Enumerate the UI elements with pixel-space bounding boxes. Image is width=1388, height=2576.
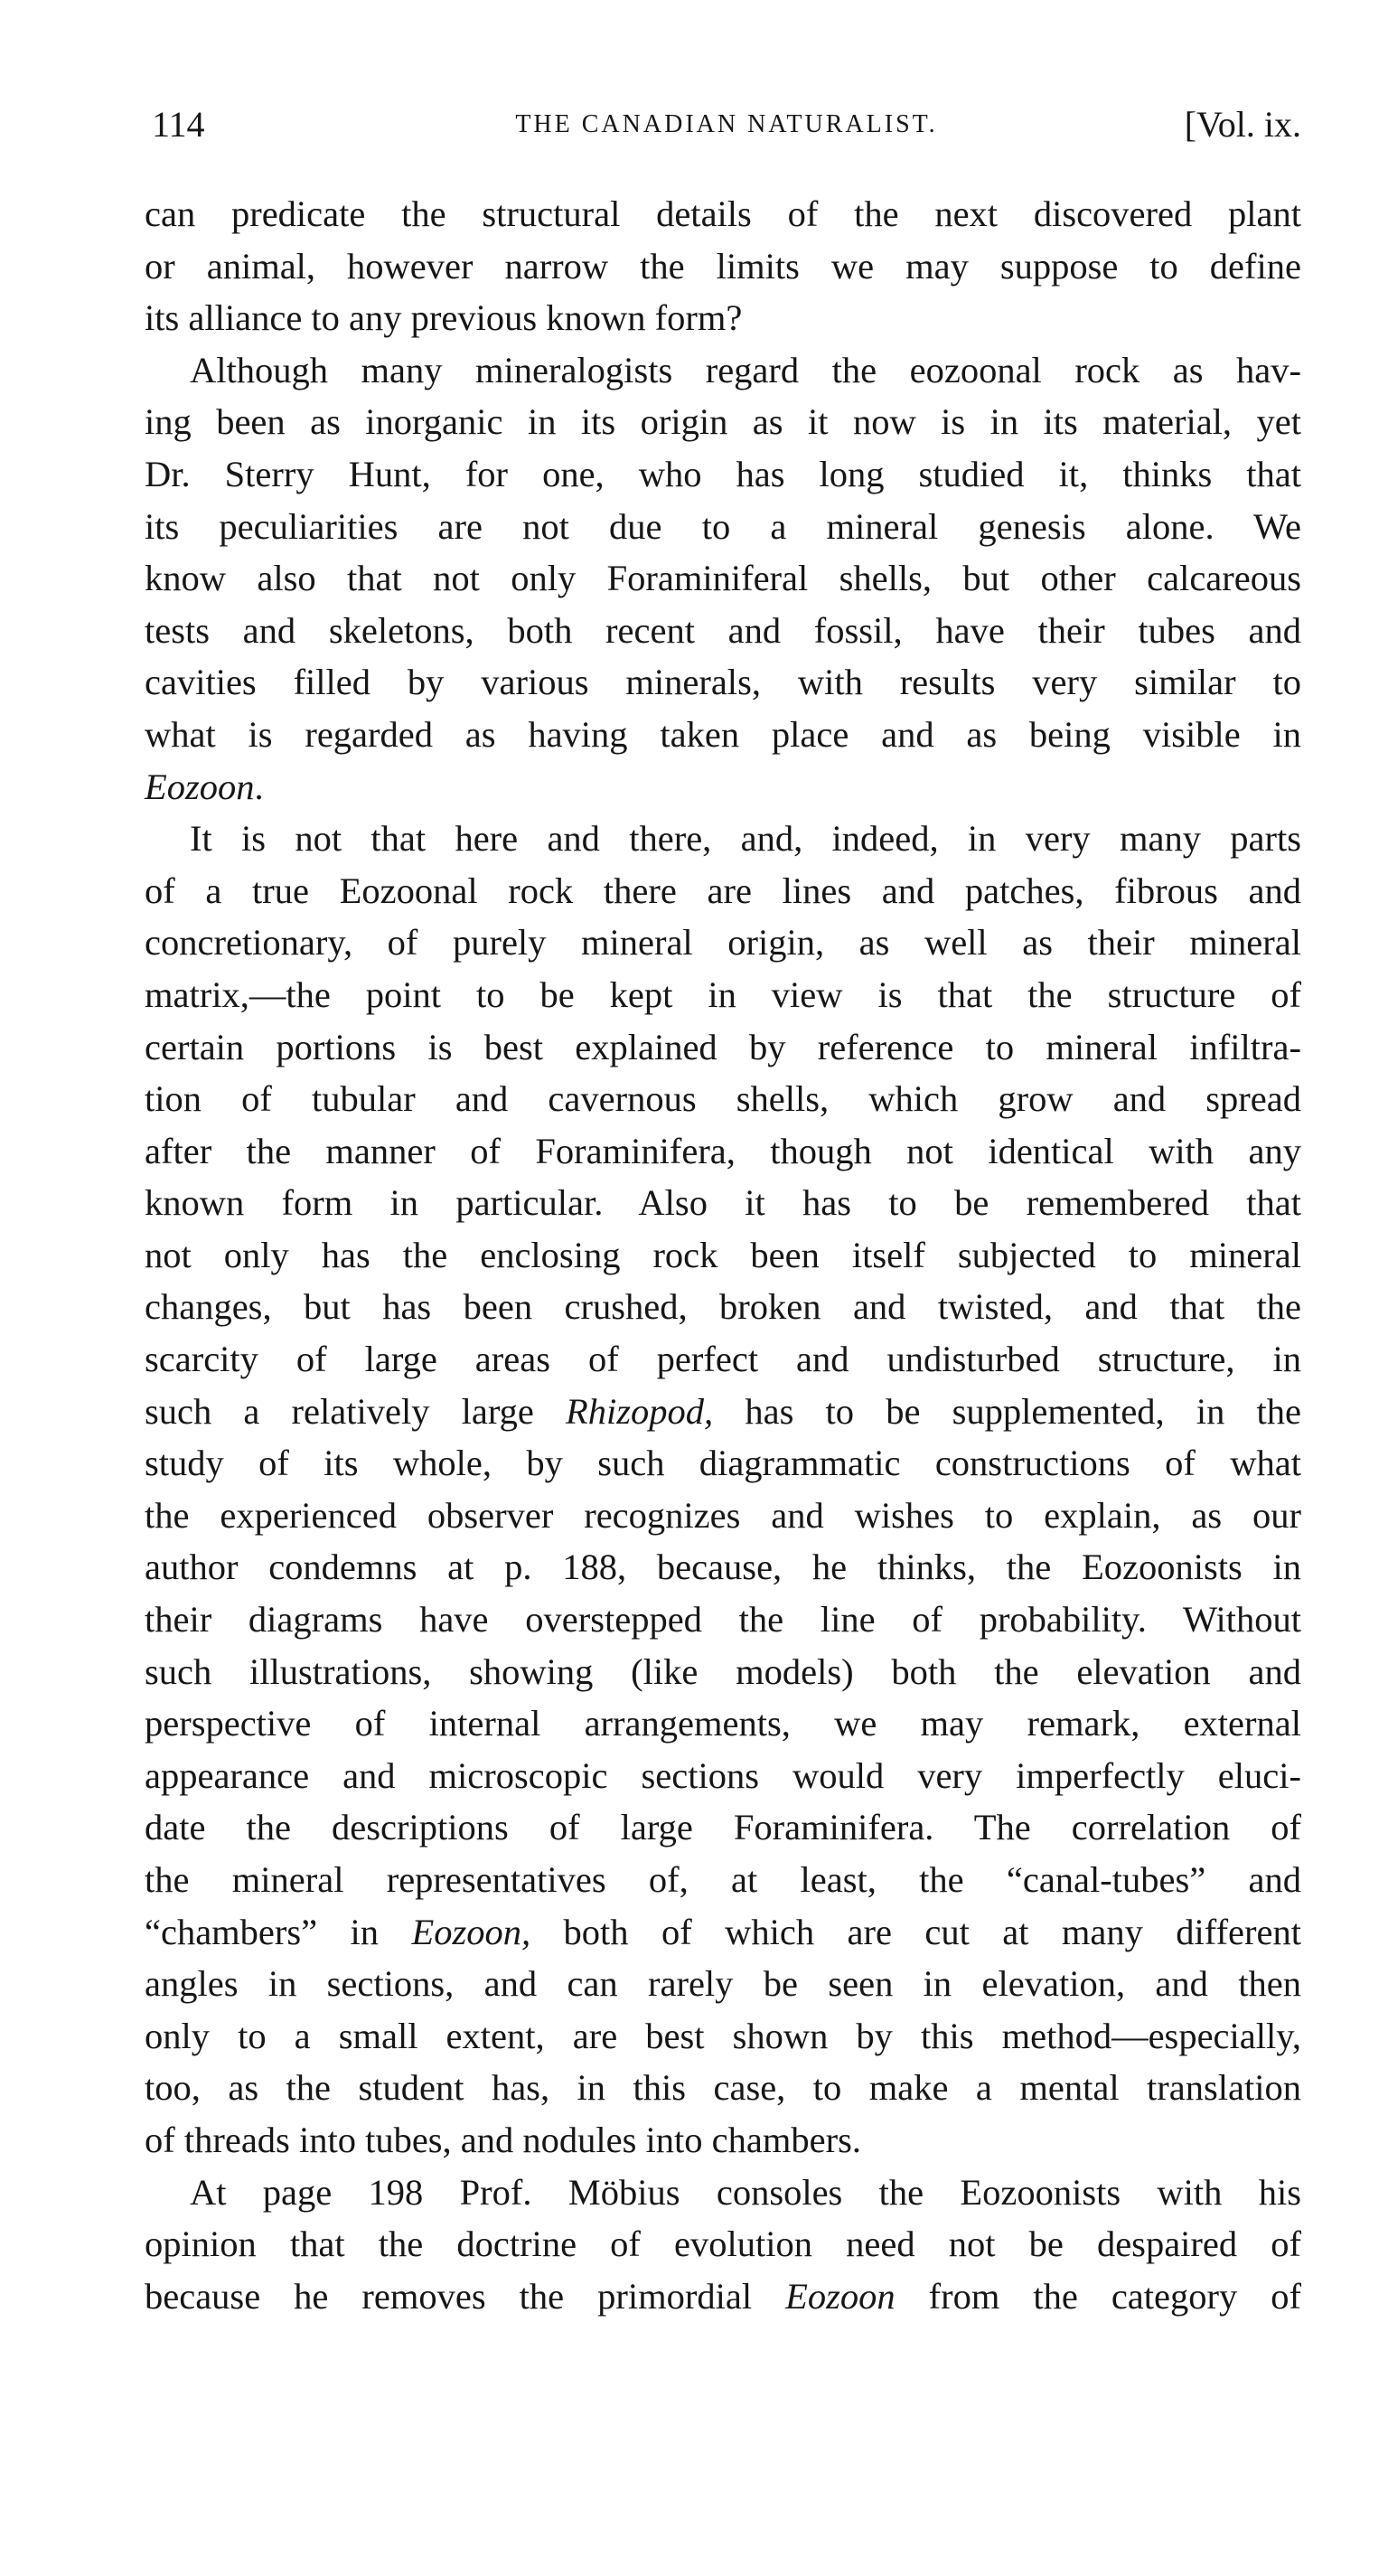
text-line <box>145 1386 1301 1438</box>
text-line: can predicate the structural details of the next discovered plant <box>145 193 1301 234</box>
text-line <box>145 1906 1301 1959</box>
text-fragment: such a relatively large <box>145 1390 567 1432</box>
text-line: too, as the student has, in this case, to make a mental translation <box>145 2067 1301 2109</box>
paragraph-2 <box>145 344 1301 813</box>
text-fragment: both of which are cut at many different <box>530 1911 1301 1952</box>
text-line: cavities filled by various minerals, with results very similar to <box>145 662 1301 703</box>
text-line: its peculiarities are not due to a mineral genesis alone. We <box>145 505 1301 547</box>
text-line: ing been as inorganic in its origin as it now is in its material, yet <box>145 401 1301 443</box>
text-line: known form in particular. Also it has to be remembered that <box>145 1182 1301 1224</box>
text-line: Dr. Sterry Hunt, for one, who has long studied it, thinks that <box>145 453 1301 494</box>
body-text <box>145 188 1301 2322</box>
text-line: scarcity of large areas of perfect and undisturbed structure, in <box>145 1339 1301 1380</box>
italic-term: Eozoon <box>785 2275 896 2317</box>
text-line: the experienced observer recognizes and wishes to explain, as our <box>145 1494 1301 1536</box>
text-line: Although many mineralogists regard the eozoonal rock as hav- <box>190 349 1301 390</box>
text-line: study of its whole, by such diagrammatic constructions of what <box>145 1443 1301 1484</box>
text-fragment: because he removes the primordial <box>145 2275 786 2317</box>
text-line: its alliance to any previous known form? <box>145 297 743 339</box>
text-line: not only has the enclosing rock been itself subjected to mineral <box>145 1234 1301 1275</box>
text-line: At page 198 Prof. Möbius consoles the Eozoonists with his <box>190 2171 1301 2213</box>
text-line: matrix,—the point to be kept in view is that the structure of <box>145 973 1301 1015</box>
text-line: only to a small extent, are best shown by this method—especially, <box>145 2015 1301 2056</box>
text-line: changes, but has been crushed, broken and twisted, and that the <box>145 1286 1301 1328</box>
paragraph-3 <box>145 813 1301 2166</box>
text-line: opinion that the doctrine of evolution need not be despaired of <box>145 2223 1301 2265</box>
italic-term: Eozoon, <box>411 1911 531 1952</box>
journal-title: THE CANADIAN NATURALIST. <box>515 110 938 138</box>
text-line: the mineral representatives of, at least, the “canal-tubes” and <box>145 1859 1301 1900</box>
text-line: certain portions is best explained by reference to mineral infiltra- <box>145 1026 1301 1067</box>
text-line: such illustrations, showing (like models) both the elevation and <box>145 1650 1301 1692</box>
text-line: what is regarded as having taken place and as being visible in <box>145 713 1301 755</box>
volume-label: [Vol. ix. <box>1184 104 1301 145</box>
text-line: or animal, however narrow the limits we may suppose to define <box>145 245 1301 287</box>
text-line: It is not that here and there, and, indeed, in very many parts <box>190 818 1301 860</box>
italic-term: Rhizopod, <box>566 1390 714 1432</box>
text-line: their diagrams have overstepped the line of probability. Without <box>145 1599 1301 1641</box>
paragraph-4 <box>145 2167 1301 2323</box>
italic-term: Eozoon <box>145 766 255 807</box>
text-line: know also that not only Foraminiferal shells, but other calcareous <box>145 558 1301 599</box>
text-line <box>145 2270 1301 2323</box>
text-fragment: . <box>254 766 264 807</box>
text-line: angles in sections, and can rarely be seen in elevation, and then <box>145 1963 1301 2005</box>
text-line: tests and skeletons, both recent and fossil, have their tubes and <box>145 609 1301 651</box>
text-line: of threads into tubes, and nodules into chambers. <box>145 2119 861 2160</box>
text-line: appearance and microscopic sections would very imperfectly eluci- <box>145 1754 1301 1796</box>
text-fragment: from the category of <box>895 2275 1301 2317</box>
text-line: author condemns at p. 188, because, he thinks, the Eozoonists in <box>145 1547 1301 1588</box>
text-line: of a true Eozoonal rock there are lines and patches, fibrous and <box>145 870 1301 911</box>
paragraph-1 <box>145 188 1301 344</box>
running-head <box>152 99 1301 154</box>
page-number: 114 <box>152 104 205 145</box>
text-line: tion of tubular and cavernous shells, which grow and spread <box>145 1078 1301 1120</box>
text-line: date the descriptions of large Foraminifera. The correlation of <box>145 1807 1301 1848</box>
text-fragment: “chambers” in <box>145 1911 412 1952</box>
text-fragment: has to be supplemented, in the <box>713 1390 1301 1432</box>
text-line: perspective of internal arrangements, we may remark, external <box>145 1703 1301 1744</box>
text-line: after the manner of Foraminifera, though not identical with any <box>145 1130 1301 1171</box>
text-line: concretionary, of purely mineral origin, as well as their mineral <box>145 922 1301 964</box>
text-line <box>145 761 1301 813</box>
